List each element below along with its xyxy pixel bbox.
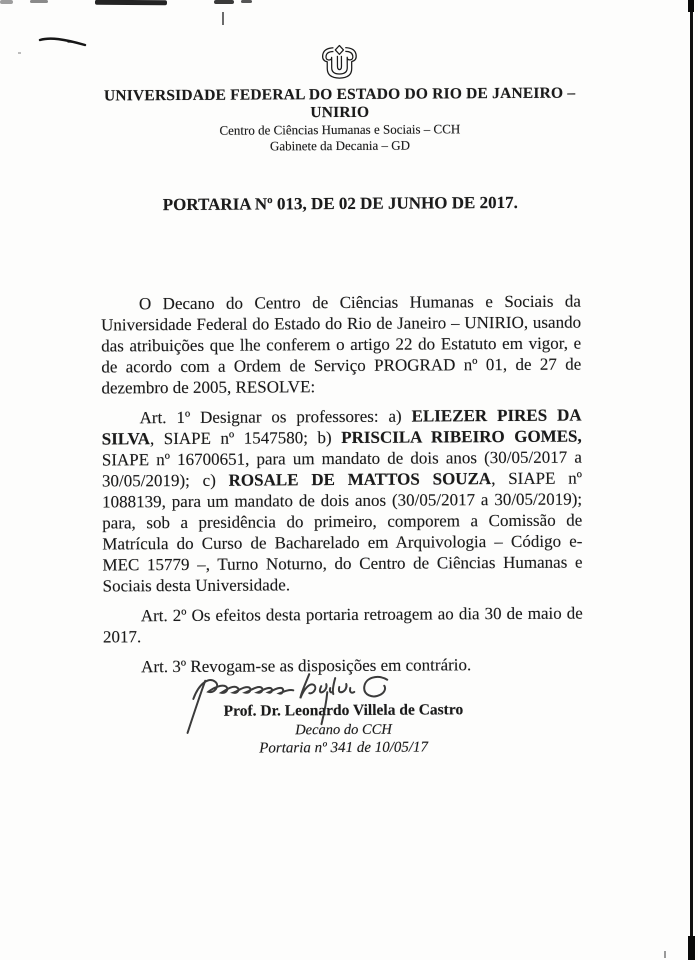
document-content [99,0,585,960]
signatory-appointment-reference: Portaria nº 341 de 10/05/17 [259,739,429,757]
article-2-paragraph: Art. 2º Os efeitos desta portaria retroagem ao dia 30 de maio de 2017. [102,603,583,647]
preamble-paragraph: O Decano do Centro de Ciências Humanas e Sociais da Universidade Federal do Estado do Rio de Janeiro – UNIRIO, usando das atribuições que lhe conferem o artigo 22 do Estatuto em vigor, e de acordo com a Ordem de Serviço PROGRAD nº 01, de 27 de dezembro de 2005, RESOLVE: [100,291,582,398]
scan-smudge [0,0,13,4]
signatory-name: Prof. Dr. Leonardo Villela de Castro [223,701,464,720]
article-3-paragraph: Art. 3º Revogam-se as disposições em contrário. [141,655,472,677]
pen-stroke-mark [38,34,88,50]
scan-edge-line [688,0,694,12]
university-name: UNIVERSIDADE FEDERAL DO ESTADO DO RIO DE JANEIRO – UNIRIO [103,84,576,121]
center-name: Centro de Ciências Humanas e Sociais – CCH [219,120,461,138]
document-body [101,291,583,687]
scan-edge-line [690,0,693,960]
document-title: PORTARIA Nº 013, DE 02 DE JUNHO DE 2017. [162,192,518,215]
signatory-role: Decano do CCH [295,721,392,739]
scan-speck [664,951,666,958]
office-name: Gabinete da Decania – GD [269,137,411,153]
scan-smudge [30,0,48,3]
scan-speck [18,52,21,54]
scan-edge-line [688,936,695,960]
letterhead [99,43,580,155]
signature-block [103,701,583,759]
unirio-logo-icon [316,44,362,84]
article-1-paragraph: Art. 1º Designar os professores: a) ELIEZER PIRES DA SILVA, SIAPE nº 1547580; b) PRISCILA RIBEIRO GOMES, SIAPE nº 16700651, para um mandato de dois anos (30/05/2017 a 30/05/2019); c) ROSALE DE MATTOS SOUZA, SIAPE nº 1088139, para um mandato de dois anos (30/05/2017 a 30/05/2019); para, sob a presidência do primeiro, comporem a Comissão de Matrícula do Curso de Bacharelado em Arquivologia – Código e-MEC 15779 –, Turno Noturno, do Centro de Ciências Humanas e Sociais desta Universidade. [101,405,583,596]
